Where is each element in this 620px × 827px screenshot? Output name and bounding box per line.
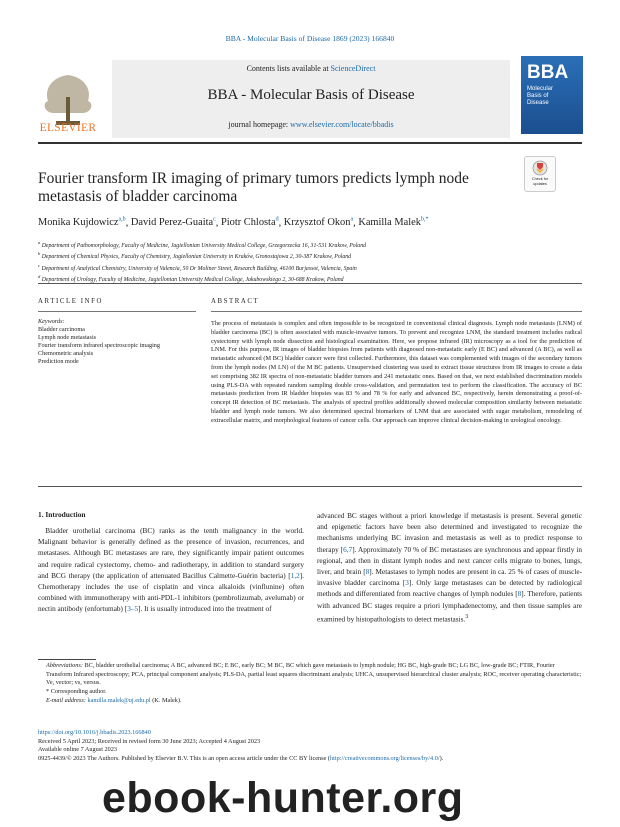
- affiliation: $^a$ Department of Pathomorphology, Faculty of Medicine, Jagiellonian University Medical College, Grzegorzecka 16, 31-531 Krakow, Poland: [38, 240, 366, 249]
- email-line: E-mail address: kamilla.malek@uj.edu.pl (K. Malek).: [46, 696, 182, 704]
- article-title: Fourier transform IR imaging of primary tumors predicts lymph node metastasis of bladder carcinoma: [38, 170, 469, 205]
- affiliation: $^c$ Department of Analytical Chemistry, University of Valencia, 50 Dr Moliner Street, Research Building, 46100 Burjassot, Valencia, Spain: [38, 262, 357, 272]
- keywords-label: Keywords:: [38, 318, 65, 325]
- keyword: Prediction mode: [38, 358, 79, 366]
- keyword: Chemometric analysis: [38, 350, 94, 358]
- affiliation: $^b$ Department of Chemical Physics, Faculty of Chemistry, Jagiellonian University in Kraków, Gronostajowa 2, 30-387 Krakow, Poland: [38, 251, 352, 261]
- keyword: Lymph node metastasis: [38, 334, 97, 342]
- masthead-rule: [38, 142, 582, 144]
- section-heading: 1. Introduction: [38, 510, 86, 519]
- article-info-rule: [38, 311, 196, 312]
- journal-cover: [521, 56, 583, 134]
- journal-homepage: journal homepage: www.elsevier.com/locate/bbadis: [228, 120, 394, 129]
- citation-link[interactable]: 1,2: [290, 571, 300, 580]
- doi-link[interactable]: https://doi.org/10.1016/j.bbadis.2023.166840: [38, 729, 151, 736]
- watermark: ebook-hunter.org: [102, 774, 464, 822]
- author[interactable]: David Perez-Guaita$^c$: [130, 217, 216, 229]
- corresponding-author-note: * Corresponding author.: [46, 688, 107, 696]
- sciencedirect-link[interactable]: ScienceDirect: [330, 64, 376, 73]
- abbreviations-footnote: Abbreviations: BC, bladder urothelial carcinoma; A BC, advanced BC; E BC, early BC; M BC, BC which gave metastasis to lymph nodule; HG BC, high-grade BC; LG BC, low-grade BC; FTIR, Fourier Transform Infrared spectroscopy; PCA, principal component analysis; PLS-DA, partial least squares discriminant analysis; UHCA, unsupervised hierarchical cluster analysis; ROC, receiver operating characteristic; Ve, vector; vs, versus.: [46, 662, 582, 687]
- author[interactable]: Kamilla Malek$^{b,*}$: [358, 217, 429, 229]
- author[interactable]: Monika Kujdowicz$^{a,b}$: [38, 217, 126, 229]
- citation-link[interactable]: 3–5: [127, 605, 139, 614]
- abstract-text: The process of metastasis is complex and often impossible to be recognized in conventional clinical diagnosis. Lymph node metastasis (LNM) of bladder carcinoma (BC) is often associated with muscle-invasive tumors. To prevent and recognize LNM, the standard treatment includes radical cystectomy with lymph node dissection and histological examination. Here, we propose infrared (IR) microscopy as a tool for the prediction of LNM. For this purpose, IR images of bladder biopsies from patients with diagnosed non-metastatic early (E BC) and advanced (A BC), as well as metastatic advanced (M BC) bladder cancer were first collected. Furthermore, this dataset was complemented with images of the secondary tumors from the lymph nodes (M LN) of the M BC patients. Unsupervised clustering was used to extract tissue structures from IR images to create a data set comprising 382 IR spectra of non-metastatic bladder tumors and 241 metastatic ones. Based on that, we next established discrimination models using PLS-DA with repeated random sampling double cross-validation, and permutation test to perform the classification. The accuracy of BC metastasis prediction from IR bladder biopsies was 83 % and 78 % for early and advanced BC, respectively, herein demonstrating a proof-of-concept IR detection of BC metastasis. The analysis of spectral profiles additionally showed molecular composition similarity between metastatic bladder and lymph node tumors. We also determined spectral biomarkers of LNM that are associated with sugar metabolism, remodeling of extracellular matrix, and morphological features of cancer cells. Our approach can improve clinical decision-making in urological oncology.: [211, 320, 582, 424]
- license-link[interactable]: http://creativecommons.org/licenses/by/4.0/: [329, 755, 440, 763]
- contents-line: Contents lists available at ScienceDirect: [246, 64, 376, 73]
- email-link[interactable]: kamilla.malek@uj.edu.pl: [87, 696, 151, 704]
- cover-subtitle: Molecular Basis of Disease: [527, 86, 554, 106]
- author[interactable]: Krzysztof Okon$^a$: [283, 217, 354, 229]
- affiliation: $^d$ Department of Urology, Faculty of Medicine, Jagiellonian University Medical College, Jakubowskiego 2, 30-688 Krakow, Poland: [38, 273, 344, 283]
- footnote-rule: [38, 659, 96, 660]
- article-info-heading: ARTICLE INFO: [38, 298, 104, 305]
- publisher-wordmark: ELSEVIER: [39, 122, 97, 134]
- footnote-ref[interactable]: 3: [465, 613, 469, 620]
- keyword: Bladder carcinoma: [38, 326, 85, 333]
- citation-link[interactable]: 6,7: [343, 545, 353, 554]
- crossmark-icon: [532, 160, 548, 176]
- keyword: Fourier transform infrared spectroscopic imaging: [38, 342, 160, 350]
- check-for-updates-badge[interactable]: [524, 156, 556, 192]
- intro-column-right: advanced BC stages without a priori knowledge if metastasis is present. Several genetic and epigenetic factors have been also determined and investigated to recognize the mechanisms underlying BC invasion and metastasis as well as to predict response to therapy [6,7]. Approximately 70 % of BC metastases are synchronous and appear firstly in regional, and then in distant lymph nodes and next cancer cells migrate to bones, lungs, liver, and brain [8]. Metastases to lymph nodes are present in ca. 25 % of cases of muscle-invasive bladder carcinoma [3]. Only large metastases can be detected by radiological methods and differentiated from reactive changes of lymph nodules [8]. Therefore, patients with advanced BC stages require a priori lymphadenectomy, and then tissue samples are examined by histopathologists to detect metastasis.$^3$: [317, 512, 582, 624]
- author-list: Monika Kujdowicz$^{a,b}$, David Perez-Guaita$^c$, Piotr Chlosta$^d$, Krzysztof Okon$^a$, Kamilla Malek$^{b,*}$: [38, 217, 429, 229]
- license-line: 0925-4439/© 2023 The Authors. Published by Elsevier B.V. This is an open access article under the CC BY license (http://creativecommons.org/licenses/by/4.0/).: [38, 755, 444, 763]
- citation-link[interactable]: 8: [517, 590, 522, 599]
- citation-link[interactable]: 3: [405, 579, 409, 588]
- affiliations: [38, 239, 582, 284]
- running-header: BBA - Molecular Basis of Disease 1869 (2023) 166840: [225, 34, 395, 43]
- keywords-list: [38, 326, 198, 366]
- abstract-end-rule: [38, 486, 582, 487]
- abstract-rule: [211, 311, 582, 312]
- intro-column-left: Bladder urothelial carcinoma (BC) ranks as the tenth malignancy in the world. Malignant behavior is generally defined as the presence of invasion, recurrences, and metastases. Although BC metastases are rare, they significantly impair patient outcomes and require radical cystectomy, chemo- and radiotherapy, in addition to standard surgery and BCG therapy (the application of attenuated Bacillus Calmette-Guérin bacteria) [1,2]. Chemotherapy includes the use of cisplatin and vinca alkaloids (vinflunine) often combined with immunotherapy with anti-PDL-1 inhibitors (pembrolizumab, avelumab) or nectin antibody (enfortumab) [3–5]. It is usually introduced into the treatment of: [38, 527, 304, 614]
- journal-title: BBA - Molecular Basis of Disease: [207, 87, 415, 103]
- abstract-heading: ABSTRACT: [211, 298, 260, 305]
- homepage-link[interactable]: www.elsevier.com/locate/bbadis: [290, 120, 394, 129]
- citation-link[interactable]: 8: [365, 568, 370, 577]
- badge-label: Check for updates: [531, 177, 549, 186]
- author[interactable]: Piotr Chlosta$^d$: [221, 217, 279, 229]
- footnotes: [38, 662, 582, 706]
- article-history: [38, 729, 582, 764]
- header-rule: [38, 283, 582, 284]
- cover-title: BBA: [527, 62, 569, 83]
- available-online: Available online 7 August 2023: [38, 746, 118, 754]
- received-dates: Received 5 April 2023; Received in revised form 30 June 2023; Accepted 4 August 2023: [38, 737, 261, 745]
